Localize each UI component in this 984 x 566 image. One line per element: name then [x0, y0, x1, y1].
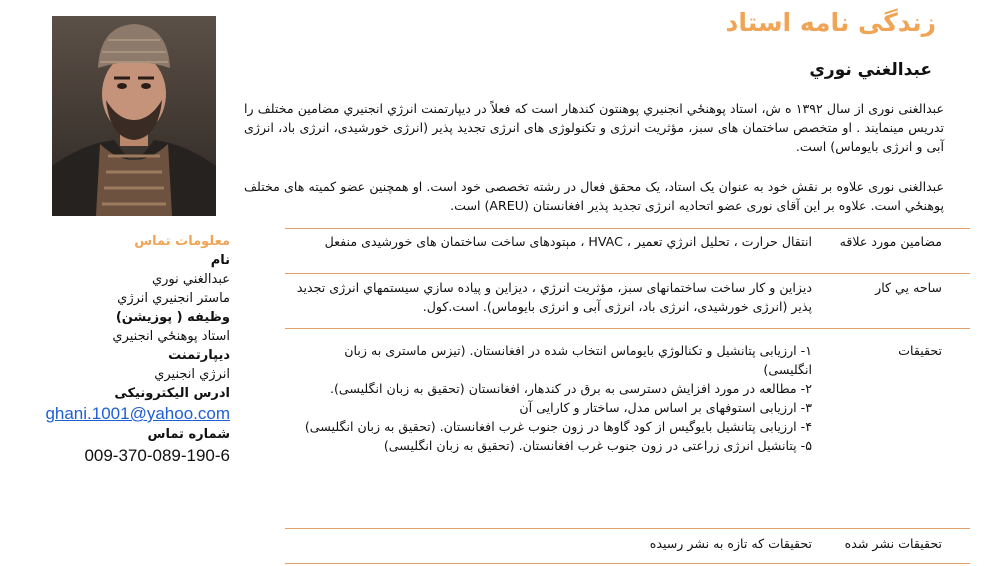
details-table — [285, 228, 970, 564]
field-row — [285, 273, 970, 328]
interests-label: مضامين مورد علاقه — [839, 234, 942, 249]
contact-phone-value: 009-370-089-190-6 — [84, 446, 230, 465]
person-portrait-icon — [52, 16, 216, 216]
bio-paragraph-2: عبدالغنی نوری علاوه بر نقش خود به عنوان يک استاد، يک محقق فعال در رشته تخصصی خود است. او همچنين عضو کميته های مختلف پوهنځي است. علاوه بر اين آقای نوری عضو اتحاديه انرژی تجديد پذير افغانستان (AREU) است. — [244, 179, 944, 213]
contact-degree-value: ماستر انجنیري انرژي — [117, 291, 230, 306]
research-item: ۲- مطالعه در مورد افزایش دسترسی به برق در کندهار، افغانستان (تحقیق به زبان انگلیسی). — [329, 381, 812, 396]
contact-email-label: ادرس اليکترونيکی — [114, 386, 230, 401]
contact-email-link[interactable]: ghani.1001@yahoo.com — [45, 404, 230, 423]
research-list — [285, 341, 812, 528]
contact-position-label: وظيفه ( پوزيشن) — [115, 310, 230, 325]
research-item: ۵- پتانشیل انرژی زراعتی در زون جنوب غرب افغانستان. (تحقیق به زبان انگلیسی) — [383, 438, 812, 453]
research-item: ۳- ارزیابی استوفهای بر اساس مدل، ساختار و کارایی آن — [519, 400, 812, 415]
interests-row — [285, 228, 970, 273]
field-label: ساحه يي کار — [875, 280, 942, 295]
contact-panel — [4, 232, 230, 468]
person-name: عبدالغني نوري — [809, 60, 932, 80]
contact-department-value: انرژي انجنیري — [154, 367, 230, 382]
page-title: زندگی نامه استاد — [725, 8, 936, 37]
interests-value: انتقال حرارت ، تحلیل انرژي تعمیر ، HVAC ، مېتودهای ساخت ساختمان های خورشیدی منفعل — [324, 234, 812, 249]
research-row — [285, 328, 970, 528]
research-item: ۱- ارزیابی پتانشیل و تکنالوژي بایوماس انتخاب شده در افغانستان. (تیزس ماستری به زبان انگلیسی) — [344, 343, 812, 377]
contact-section-title: معلومات تماس — [134, 234, 230, 249]
contact-phone-label: شماره تماس — [147, 427, 230, 442]
contact-department-label: ديپارتمنت — [168, 348, 230, 363]
contact-name-value: عبدالغني نوري — [151, 272, 230, 287]
published-value: تحقیقات که تازه به نشر رسیده — [649, 536, 812, 551]
published-row — [285, 528, 970, 564]
published-label: تحقیقات نشر شده — [844, 536, 942, 551]
contact-position-value: استاد پوهنځي انجنيري — [112, 329, 230, 344]
contact-name-label: نام — [210, 253, 230, 268]
field-value: ديزاين و کار ساخت ساختمانهای سبز، مؤثريت انرژي ، ديزاين و پياده سازي سيستمهاي انرژی تجديد پذير (انرژی خورشيدی، انرژی باد، انرژی آبی و انرژی بايوماس). است.کول. — [296, 280, 812, 314]
research-item: ۴- ارزیابی پتانشیل بایوگیس از کود گاوها در زون جنوب غرب افغانستان. (تحقیق به زبان انگلیسی) — [304, 419, 812, 434]
profile-photo — [52, 16, 216, 216]
bio-paragraph-1: عبدالغنی نوری از سال ۱۳۹۲ ه ش، استاد پوهنځي انجنيري پوهنتون کندهار است که فعلاً در ديپارتمنت انرژي انجنيري مضامين مختلف را تدريس مينمايند . او متخصص ساختمان های سبز، مؤثريت انرژی و تکنولوژی های انرژی تجديد پذير (انرژی خورشيدی، انرژی باد، انرژی آبی و انرژی بايوماس) است. — [244, 101, 944, 154]
research-label: تحقیقات — [898, 343, 942, 358]
